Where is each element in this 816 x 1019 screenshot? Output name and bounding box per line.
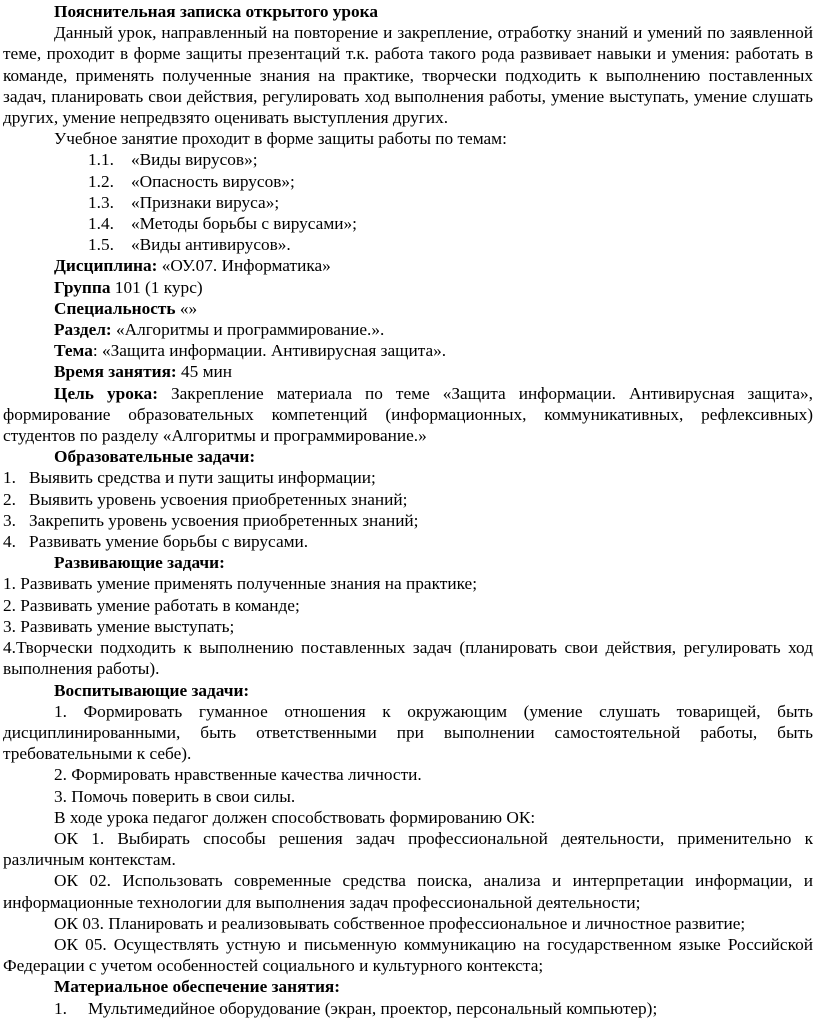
list-item: 1. Мультимедийное оборудование (экран, проектор, персональный компьютер); (54, 998, 658, 1018)
ok-item: ОК 02. Использовать современные средства поиска, анализа и интерпретации информации, и информационные технологии для выполнения задач профессиональной деятельности; (3, 871, 813, 912)
topics-intro: Учебное занятие проходит в форме защиты работы по темам: (54, 129, 507, 149)
intro-paragraph: Данный урок, направленный на повторение и закрепление, отработку знаний и умений по заявленной теме, проходит в форме защиты презентаций т.к. работа такого рода развивает навыки и умения: работать в команде, применять полученные знания на практике, творчески подходить к выполнению поставленных задач, планировать свои действия, регулировать ход выполнения работы, умение выступать, умение слушать других, умение непредвзято оценивать выступления других. (3, 23, 813, 128)
document-title: Пояснительная записка открытого урока (54, 2, 379, 21)
topic-line: Тема: «Защита информации. Антивирусная защита». (54, 341, 447, 361)
ok-item: ОК 03. Планировать и реализовывать собственное профессиональное и личностное развитие; (54, 913, 746, 933)
list-item: 2. Развивать умение работать в команде; (3, 595, 300, 615)
list-item: 1.5. «Виды антивирусов». (88, 235, 291, 255)
upbr-tasks-heading: Воспитывающие задачи: (54, 680, 250, 700)
list-item: 4.Творчески подходить к выполнению поставленных задач (планировать свои действия, регулировать ход выполнения работы). (3, 638, 813, 679)
list-item: 1.1. «Виды вирусов»; (88, 150, 258, 170)
list-item: 2. Формировать нравственные качества личности. (54, 765, 422, 785)
list-item: 2. Выявить уровень усвоения приобретенных знаний; (3, 489, 408, 509)
list-item: 1. Развивать умение применять полученные знания на практике; (3, 574, 478, 594)
goal-paragraph: Цель урока: Закрепление материала по теме «Защита информации. Антивирусная защита», формирование образовательных компетенций (информационных, коммуникативных, рефлексивных) студентов по разделу «Алгоритмы и программирование.» (3, 383, 813, 446)
specialty-line: Специальность «» (54, 298, 198, 318)
list-item: 1.3. «Признаки вируса»; (88, 192, 280, 212)
ok-intro: В ходе урока педагог должен способствовать формированию ОК: (54, 807, 536, 827)
time-line: Время занятия: 45 мин (54, 362, 233, 382)
list-item: 3. Закрепить уровень усвоения приобретенных знаний; (3, 510, 419, 530)
topics-list (3, 149, 813, 255)
edu-tasks-list (3, 467, 813, 552)
section-line: Раздел: «Алгоритмы и программирование.». (54, 320, 385, 340)
materials-heading: Материальное обеспечение занятия: (54, 977, 341, 997)
ok-item: ОК 1. Выбирать способы решения задач профессиональной деятельности, применительно к различным контекстам. (3, 828, 813, 870)
group-line: Группа 101 (1 курс) (54, 277, 203, 297)
list-item: 1.2. «Опасность вирусов»; (88, 171, 295, 191)
list-item: 3. Помочь поверить в свои силы. (54, 786, 296, 806)
ok-item: ОК 05. Осуществлять устную и письменную коммуникацию на государственном языке Российской Федерации с учетом особенностей социального и культурного контекста; (3, 934, 813, 976)
list-item: 1. Формировать гуманное отношения к окружающим (умение слушать товарищей, быть дисциплинированными, быть ответственными при выполнении самостоятельной работы, быть требовательными к себе). (3, 701, 813, 764)
list-item: 4. Развивать умение борьбы с вирусами. (3, 532, 309, 552)
list-item: 1.4. «Методы борьбы с вирусами»; (88, 214, 357, 234)
list-item: 3. Развивать умение выступать; (3, 616, 235, 636)
dev-tasks-heading: Развивающие задачи: (54, 553, 225, 573)
discipline-line: Дисциплина: «ОУ.07. Информатика» (54, 256, 331, 276)
list-item: 1. Выявить средства и пути защиты информации; (3, 468, 376, 488)
materials-list (3, 998, 813, 1019)
edu-tasks-heading: Образовательные задачи: (54, 447, 256, 467)
